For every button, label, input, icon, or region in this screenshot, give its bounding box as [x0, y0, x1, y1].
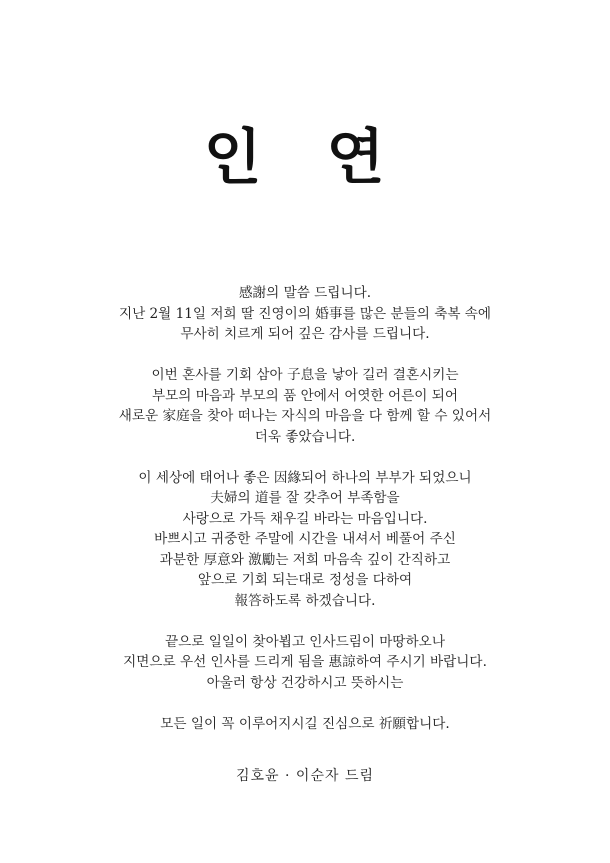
text-line: 바쁘시고 귀중한 주말에 시간을 내셔서 베풀어 주신: [154, 531, 456, 547]
text-line: 夫婦의 道를 잘 갖추어 부족함을: [210, 490, 400, 506]
text-line: 아울러 항상 건강하시고 뜻하시는: [206, 674, 404, 691]
text-line: 끝으로 일일이 찾아뵙고 인사드림이 마땅하오나: [165, 633, 445, 650]
text-line: 感謝의 말씀 드립니다.: [238, 285, 372, 301]
text-line: 報答하도록 하겠습니다.: [234, 592, 376, 609]
paragraph-reflection: [0, 365, 610, 447]
text-line: 부모의 마음과 부모의 품 안에서 어엿한 어른이 되어: [151, 387, 458, 404]
paragraph-thanks: [0, 283, 610, 345]
card-title: 인 연: [203, 123, 407, 193]
text-line: 모든 일이 꼭 이루어지시길 진심으로 祈願합니다.: [160, 715, 450, 732]
signature: 김호윤 · 이순자 드림: [236, 768, 374, 784]
message-body: [0, 283, 610, 755]
text-line: 사랑으로 가득 채우길 바라는 마음입니다.: [182, 510, 428, 527]
text-line: 이번 혼사를 기회 삼아 子息을 낳아 길러 결혼시키는: [151, 367, 459, 383]
text-line: 앞으로 기회 되는대로 정성을 다하여: [197, 572, 413, 588]
paragraph-closing: [0, 714, 610, 735]
text-line: 과분한 厚意와 激勵는 저희 마음속 깊이 간직하고: [159, 551, 451, 568]
text-line: 지면으로 우선 인사를 드리게 됨을 惠諒하여 주시기 바랍니다.: [123, 654, 487, 670]
text-line: 이 세상에 태어나 좋은 因緣되어 하나의 부부가 되었으니: [138, 469, 472, 486]
text-line: 더욱 좋았습니다.: [254, 428, 356, 445]
text-line: 무사히 치르게 되어 깊은 감사를 드립니다.: [180, 326, 430, 342]
paragraph-wishes: [0, 468, 610, 612]
paragraph-apology: [0, 632, 610, 694]
text-line: 새로운 家庭을 찾아 떠나는 자식의 마음을 다 함께 할 수 있어서: [118, 408, 492, 424]
text-line: 지난 2월 11일 저희 딸 진영이의 婚事를 많은 분들의 축복 속에: [118, 305, 492, 322]
